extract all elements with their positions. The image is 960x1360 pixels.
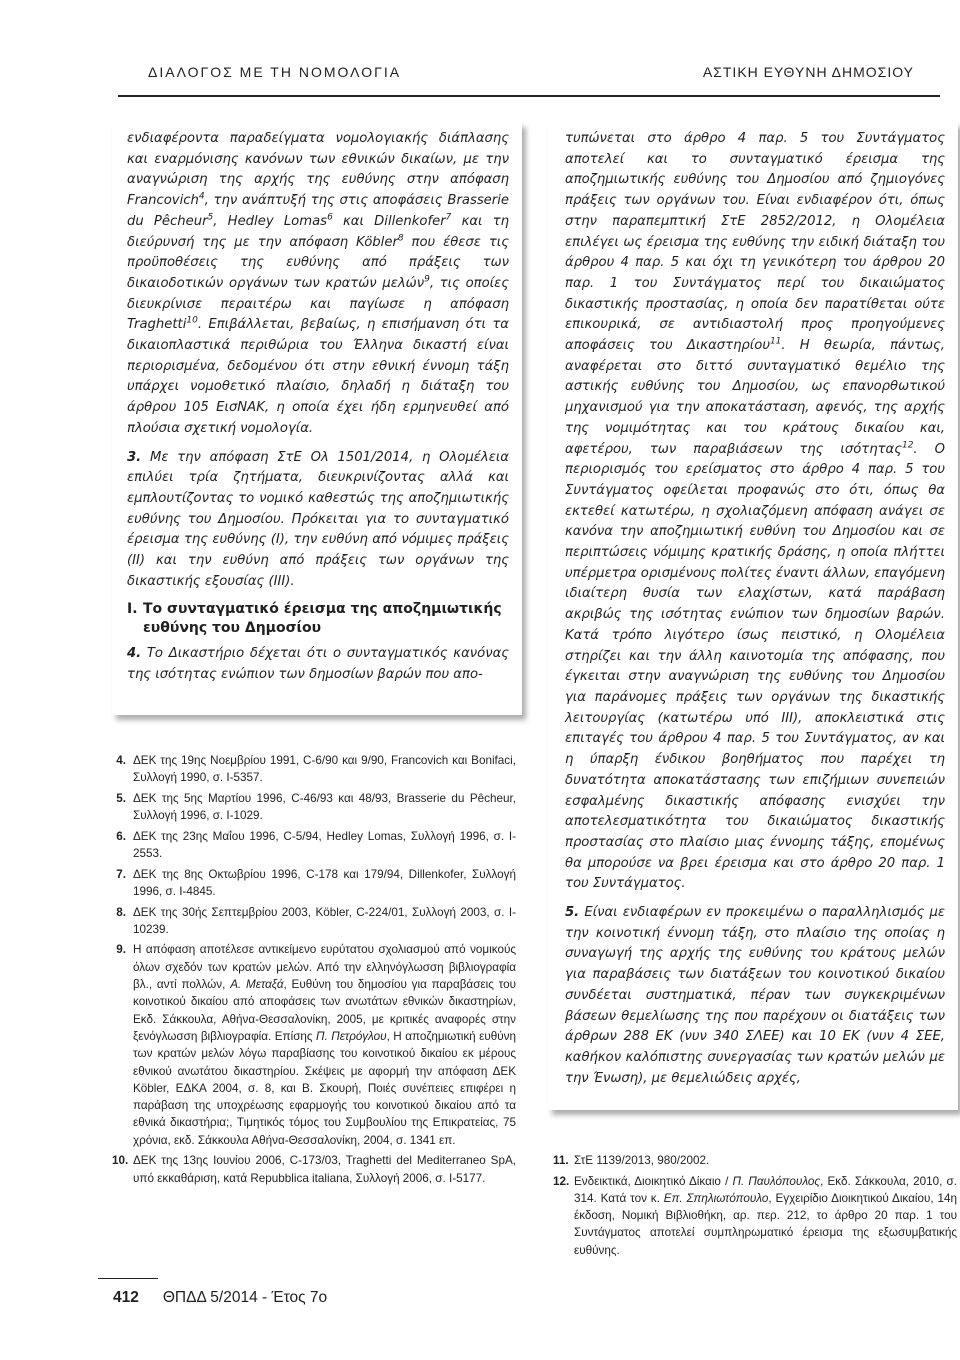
footnote-ref[interactable]: 7 [445,212,452,223]
page-footer [113,1289,327,1307]
footnotes-right [553,1152,957,1262]
paragraph: τυπώνεται στο άρθρο 4 παρ. 5 του Συντάγματος αποτελεί και το συνταγματικό έρεισμα της αποζημιωτικής ευθύνης του Δημοσίου από ζημιογόνες πράξεις των οργάνων του. Είναι ενδιαφέρον ότι, όπως στην παραπεμπτική ΣτΕ 2852/2012, η Ολομέλεια επιλέγει ως έρεισμα της ευθύνης την ειδική διάταξη του άρθρου 4 παρ. 5 και όχι τη γενικότερη του άρθρου 20 παρ. 1 του Συντάγματος περί του δικαιώματος δικαστικής προστασίας, η οποία δεν παρατίθεται ούτε επικουρικά, σε αντιδιαστολή προς προηγούμενες αποφάσεις του Δικαστηρίου$^{11}$. Η θεωρία, πάντως, αναφέρεται στο διττό συνταγματικό θεμέλιο της αστικής ευθύνης του Δημοσίου, ως επανορθωτικού μηχανισμού για την αποκατάσταση, αφενός, της αρχής της νομιμότητας και του κράτους δικαίου και, αφετέρου, των παραβιάσεων της ισότητας$^{12}$. Ο περιορισμός του ερείσματος στο άρθρο 4 παρ. 5 του Συντάγματος οφείλεται προφανώς στο ότι, όπως θα εκτεθεί κατωτέρω, η σχολιαζόμενη απόφαση ανάγει σε κανόνα την αποζημιωτική ευθύνη του Δημοσίου και σε περιπτώσεις νόμιμης κρατικής δράσης, η οποία πλήττει υπέρμετρα ορισμένους πολίτες έναντι άλλων, επαγόμενη ιδιαίτερη θυσία των ελαχίστων, κατά παράβαση ακριβώς της ισότητας ενώπιον των δημοσίων βαρών. Κατά τρόπο λιγότερο ίσως πειστικό, η Ολομέλεια στηρίζει και την άλλη καινοτομία της απόφασης, που έγκειται στην αναγνώριση της ευθύνης του Δημοσίου για παράνομες πράξεις των οργάνων της δικαστικής λειτουργίας (κατωτέρω υπό III), αποκλειστικά στις επιταγές του άρθρου 4 παρ. 5 του Συντάγματος, αν και η ύπαρξη ένδικου βοηθήματος που παρέχει τη δυνατότητα αποκατάστασης των επιζήμιων συνεπειών εσφαλμένης δικαστικής απόφασης ενισχύει την αποτελεσματικότητα του δικαιώματος δικαστικής προστασίας στο πλαίσιο μιας έννομης τάξης, επομένως θα μπορούσε να βρει έρεισμα και στο άρθρο 20 παρ. 1 του Συντάγματος. [565,131,945,892]
footnote-ref[interactable]: 6 [327,212,333,223]
footnote: 8. ΔΕΚ της 30ής Σεπτεμβρίου 2003, Köbler, C-224/01, Συλλογή 2003, σ. I-10239. [116,905,516,936]
section-title: Το συνταγματικό έρεισμα της αποζημιωτικής ευθύνης του Δημοσίου [143,601,502,637]
page-number: 412 [113,1289,139,1306]
footnote-ref[interactable]: 9 [424,274,430,285]
footnotes-left [112,752,516,1190]
footnote: 7. ΔΕΚ της 8ης Οκτωβρίου 1996, C-178 και 179/94, Dillenkofer, Συλλογή 1996, σ. I-4845. [116,867,516,898]
running-header-section: ΔΙΑΛΟΓΟΣ ΜΕ ΤΗ ΝΟΜΟΛΟΓΙΑ [148,64,402,80]
right-text-column [548,122,958,1110]
paragraph: 5. Είναι ενδιαφέρων εν προκειμένω ο παραλληλισμός με την κοινοτική έννομη τάξη, στο πλαίσιο της οποίας η συναγωγή της αρχής της ευθύνης του κράτους μελών για παραβάσεις των διατάξεων του κοινοτικού δικαίου συνδέεται συστηματικά, πέραν των συγκεκριμένων βάσεων θεμελίωσης της που παρέχουν οι διατάξεις των άρθρων 288 ΕΚ (νυν 340 ΣΛΕΕ) και 10 ΕΚ (νυν 4 ΣΕΕ, καθήκον καλόπιστης συνεργασίας των κρατών μελών με την Ένωση), με θεμελιώδεις αρχές, [565,905,945,1086]
footnote-ref[interactable]: 8 [397,233,404,244]
footnote: 4. ΔΕΚ της 19ης Νοεμβρίου 1991, C-6/90 και 9/90, Francovich και Bonifaci, Συλλογή 1990, σ. I-5357. [116,754,516,785]
running-header-topic: ΑΣΤΙΚΗ ΕΥΘΥΝΗ ΔΗΜΟΣΙΟΥ [702,64,914,80]
paragraph-number: 5. [565,905,580,921]
footer-divider [98,1278,158,1279]
section-heading [127,600,509,638]
footnote-ref[interactable]: 5 [207,212,214,223]
footnote-ref[interactable]: 10 [186,315,198,326]
footnote: 12. Ενδεικτικά, Διοικητικό Δίκαιο / Π. Παυλόπουλος, Εκδ. Σάκκουλα, 2010, σ. 314. Κατά τον κ. Επ. Σπηλιωτόπουλο, Εγχειρίδιο Διοικητικού Δικαίου, 14η έκδοση, Νομική Βιβλιοθήκη, αρ. περ. 212, το άρθρο 20 παρ. 1 του Συντάγματος αποτελεί συμπληρωματικό έρεισμα της εξωσυμβατικής ευθύνης. [553,1174,958,1257]
paragraph-number: 4. [127,646,142,662]
header-divider [118,95,940,97]
footnote-ref[interactable]: 4 [198,191,205,202]
paragraph: 3. Με την απόφαση ΣτΕ Ολ 1501/2014, η Ολομέλεια επιλύει τρία ζητήματα, διευκρινίζοντας αλλά και εμπλουτίζοντας το νομικό καθεστώς της αποζημιωτικής ευθύνης του Δημοσίου. Πρόκειται για το συνταγματικό έρεισμα της ευθύνης (I), την ευθύνη από νόμιμες πράξεις (II) και την ευθύνη από πράξεις των οργάνων της δικαστικής εξουσίας (III). [127,449,509,589]
journal-citation: ΘΠΔΔ 5/2014 - Έτος 7ο [162,1289,328,1306]
footnote-ref[interactable]: 12 [901,440,914,451]
footnote: 5. ΔΕΚ της 5ης Μαρτίου 1996, C-46/93 και 48/93, Brasserie du Pêcheur, Συλλογή 1996, σ. I-1029. [116,791,516,823]
section-number: I. [127,601,138,618]
footnote: 10. ΔΕΚ της 13ης Ιουνίου 2006, C-173/03, Traghetti del Mediterraneo SpA, υπό εκκαθάριση, κατά Repubblica italiana, Συλλογή 2006, σ. I-5177. [112,1154,516,1185]
left-text-column [112,122,522,715]
footnote: 11. ΣτΕ 1139/2013, 980/2002. [553,1154,710,1167]
paragraph-number: 3. [127,449,142,465]
footnote-ref[interactable]: 11 [769,336,782,347]
paragraph: ενδιαφέροντα παραδείγματα νομολογιακής διάπλασης και εναρμόνισης κανόνων των εθνικών δικαίων, με την αναγνώριση της αρχής της ευθύνης στην απόφαση Francovich$^4$, την ανάπτυξή της στις αποφάσεις Brasserie du Pêcheur$^5$, Hedley Lomas$^6$ και Dillenkofer$^7$ και τη διεύρυνσή της με την απόφαση Köbler$^8$ που έθεσε τις προϋποθέσεις της ευθύνης από πράξεις των δικαιοδοτικών οργάνων των κρατών μελών$^9$, τις οποίες διευκρίνισε περαιτέρω και παγίωσε η απόφαση Traghetti$^{10}$. Επιβάλλεται, βεβαίως, η επισήμανση ότι τα δικαιοπλαστικά περιθώρια του Έλληνα δικαστή είναι περιορισμένα, δεδομένου ότι στην εθνική έννομη τάξη υπάρχει νομοθετικό πλαίσιο, δηλαδή η διάταξη του άρθρου 105 ΕισΝΑΚ, η οποία έχει ήδη ερμηνευθεί από πλούσια σχετική νομολογία. [127,131,510,436]
footnote: 9. Η απόφαση αποτέλεσε αντικείμενο ευρύτατου σχολιασμού από νομικούς όλων σχεδόν των κρατών μελών. Από την ελληνόγλωσση βιβλιογραφία βλ., αντί πολλών, Α. Μεταξά, Ευθύνη του δημοσίου για παραβάσεις του κοινοτικού δικαίου από αποφάσεις των ανωτάτων εθνικών δικαστηρίων, Εκδ. Σάκκουλα, Αθήνα-Θεσσαλονίκη, 2005, με κριτικές αναφορές στην ξενόγλωσση βιβλιογραφία. Επίσης Π. Πετρόγλου, Η αποζημιωτική ευθύνη των κρατών μελών λόγω παραβίασης του κοινοτικού δικαίου εκ μέρους εθνικού ανωτάτου δικαστηρίου. Σκέψεις με αφορμή την απόφαση ΔΕΚ Köbler, ΕΔΚΑ 2004, σ. 8, και Β. Σκουρή, Ποιές συνέπειες επιφέρει η παράβαση της υποχρέωσης εφαρμογής του κοινοτικού δικαίου από τα εθνικά δικαστήρια;, Τιμητικός τόμος του Συμβουλίου της Επικρατείας, 75 χρόνια, εκδ. Σάκκουλα Αθήνα-Θεσσαλονίκη, 2004, σ. 1341 επ. [116,943,516,1147]
footnote: 6. ΔΕΚ της 23ης Μαΐου 1996, C-5/94, Hedley Lomas, Συλλογή 1996, σ. I-2553. [116,829,516,861]
paragraph: 4. Το Δικαστήριο δέχεται ότι ο συνταγματικός κανόνας της ισότητας ενώπιον των δημοσίων βαρών που απο- [127,646,509,683]
